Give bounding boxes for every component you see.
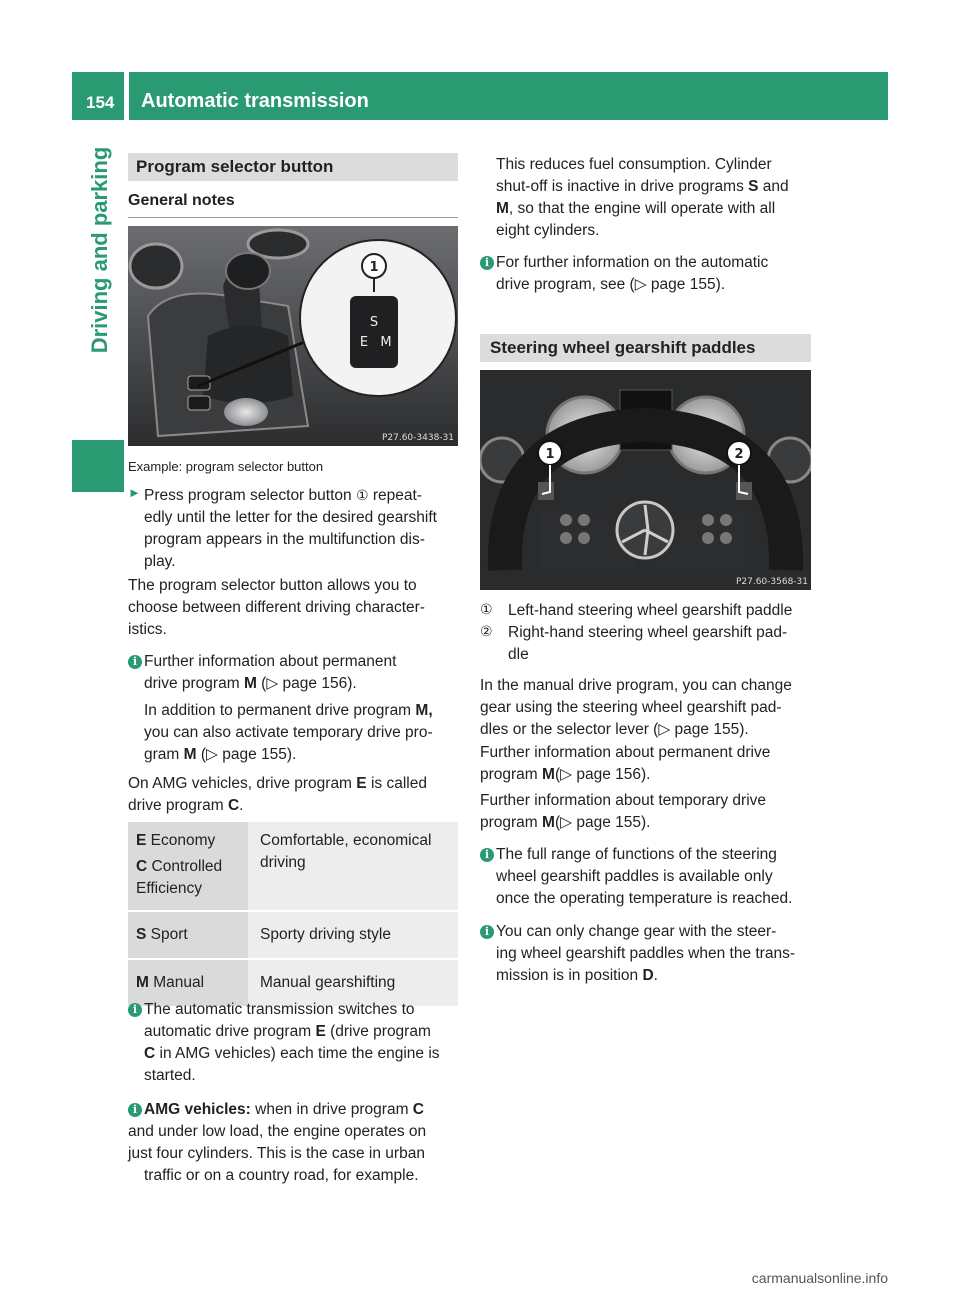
para-line: istics.: [128, 621, 167, 638]
program-selector-photo: [128, 226, 458, 446]
info-line: gram M (▷ page 155).: [144, 746, 297, 763]
figure-legend: [480, 600, 814, 670]
para-line: Further information about temporary drive: [480, 792, 767, 809]
para-line: Further information about permanent drive: [480, 744, 771, 761]
info-line: started.: [144, 1067, 196, 1084]
image-caption: Example: program selector button: [128, 459, 324, 474]
info-line: traffic or on a country road, for example.: [144, 1167, 419, 1184]
para-line: The program selector button allows you to: [128, 577, 417, 594]
step-line-3: program appears in the multifunction dis-: [144, 531, 425, 548]
info-note-further: [480, 252, 812, 300]
step-line-4: play.: [144, 553, 176, 570]
chapter-title: Automatic transmission: [141, 90, 369, 112]
table-row: [128, 822, 458, 911]
step-line-2: edly until the letter for the desired gearshift: [144, 509, 437, 526]
info-line: just four cylinders. This is the case in urban: [128, 1145, 425, 1162]
info-line: drive program M (▷ page 156).: [144, 675, 357, 692]
page-number-box: [72, 72, 124, 120]
info-note-auto-switch: [128, 999, 460, 1091]
para-line: M, so that the engine will operate with all: [496, 200, 776, 217]
info-line: once the operating temperature is reached.: [496, 890, 793, 907]
para-line: In the manual drive program, you can change: [480, 677, 792, 694]
legend-item-2: Right-hand steering wheel gearshift pad-: [508, 624, 788, 641]
table-cell-desc: Sporty driving style: [248, 911, 458, 959]
para-line: choose between different driving character-: [128, 599, 425, 616]
info-line: automatic drive program E (drive program: [144, 1023, 431, 1040]
info-note-amg: [128, 1099, 460, 1191]
para-line: program M(▷ page 155).: [480, 814, 651, 831]
para-line: dles or the selector lever (▷ page 155).: [480, 721, 749, 738]
para-line: eight cylinders.: [496, 222, 600, 239]
table-cell-key: S Sport: [128, 911, 248, 959]
legend-mark-1: ①: [480, 602, 493, 618]
side-tab-text: Driving and parking: [87, 146, 112, 354]
para-line: This reduces fuel consumption. Cylinder: [496, 156, 772, 173]
section-title: Steering wheel gearshift paddles: [490, 338, 756, 357]
image-code: P27.60-3438-31: [381, 433, 454, 443]
legend-item-2-cont: dle: [508, 646, 529, 663]
image-code: P27.60-3568-31: [735, 577, 808, 587]
para-line: shut-off is inactive in drive programs S and: [496, 178, 789, 195]
steering-wheel-photo: [480, 370, 811, 590]
info-line: drive program, see (▷ page 155).: [496, 276, 726, 293]
steering-wheel-illustration: [480, 370, 811, 590]
info-line: For further information on the automatic: [496, 254, 769, 271]
info-icon: i: [128, 655, 142, 669]
info-line: You can only change gear with the steer-: [496, 923, 777, 940]
step-line-1: Press program selector button ① repeat-: [144, 487, 422, 504]
section-title: Program selector button: [136, 157, 334, 176]
table-cell-desc: Manual gearshifting: [248, 959, 458, 1007]
callout-1: 1: [369, 260, 379, 275]
info-icon: i: [128, 1103, 142, 1117]
para-line: gear using the steering wheel gearshift pad-: [480, 699, 782, 716]
section-header-program-selector: [128, 153, 458, 181]
info-line: AMG vehicles: when in drive program C: [144, 1101, 424, 1118]
info-line: C in AMG vehicles) each time the engine is: [144, 1045, 440, 1062]
info-icon: i: [480, 848, 494, 862]
sub-heading-general-notes: General notes: [128, 192, 235, 209]
info-line: you can also activate temporary drive pro-: [144, 724, 433, 741]
callout-1: 1: [545, 447, 555, 462]
chapter-header: [129, 72, 888, 120]
info-line: mission is in position D.: [496, 967, 658, 984]
program-selector-illustration: [128, 226, 458, 446]
table-row: [128, 911, 458, 959]
side-tab-marker: [72, 440, 124, 492]
info-line: The full range of functions of the steering: [496, 846, 777, 863]
svg-text:S: S: [369, 315, 379, 330]
table-cell-desc: Comfortable, economical driving: [248, 822, 458, 911]
para-line: program M(▷ page 156).: [480, 766, 651, 783]
amg-note-line: drive program C.: [128, 797, 244, 814]
drive-program-table: [128, 822, 458, 1008]
info-icon: i: [480, 925, 494, 939]
info-line: In addition to permanent drive program M,: [144, 702, 433, 719]
page-number: 154: [86, 93, 115, 112]
side-tab-label: [70, 146, 130, 354]
info-line: wheel gearshift paddles is available only: [496, 868, 773, 885]
table-cell-key: E Economy C Controlled Efficiency: [128, 822, 248, 911]
info-note-permanent: [128, 651, 460, 761]
svg-text:M: M: [380, 335, 392, 350]
step-arrow-icon: ►: [128, 485, 141, 500]
info-icon: i: [128, 1003, 142, 1017]
info-line: The automatic transmission switches to: [144, 1001, 415, 1018]
table-cell-key: M Manual: [128, 959, 248, 1007]
legend-mark-2: ②: [480, 624, 493, 640]
info-line: and under low load, the engine operates on: [128, 1123, 427, 1140]
legend-item-1: Left-hand steering wheel gearshift paddle: [508, 602, 793, 619]
section-header-paddles: [480, 334, 811, 362]
amg-note-line: On AMG vehicles, drive program E is called: [128, 775, 427, 792]
info-icon: i: [480, 256, 494, 270]
callout-2: 2: [734, 447, 744, 462]
svg-text:E: E: [359, 335, 369, 350]
divider: [128, 217, 458, 218]
info-note-temperature: [480, 844, 814, 914]
info-note-position-d: [480, 921, 814, 991]
watermark: carmanualsonline.info: [751, 1270, 888, 1286]
info-line: ing wheel gearshift paddles when the trans-: [496, 945, 795, 962]
info-line: Further information about permanent: [144, 653, 397, 670]
